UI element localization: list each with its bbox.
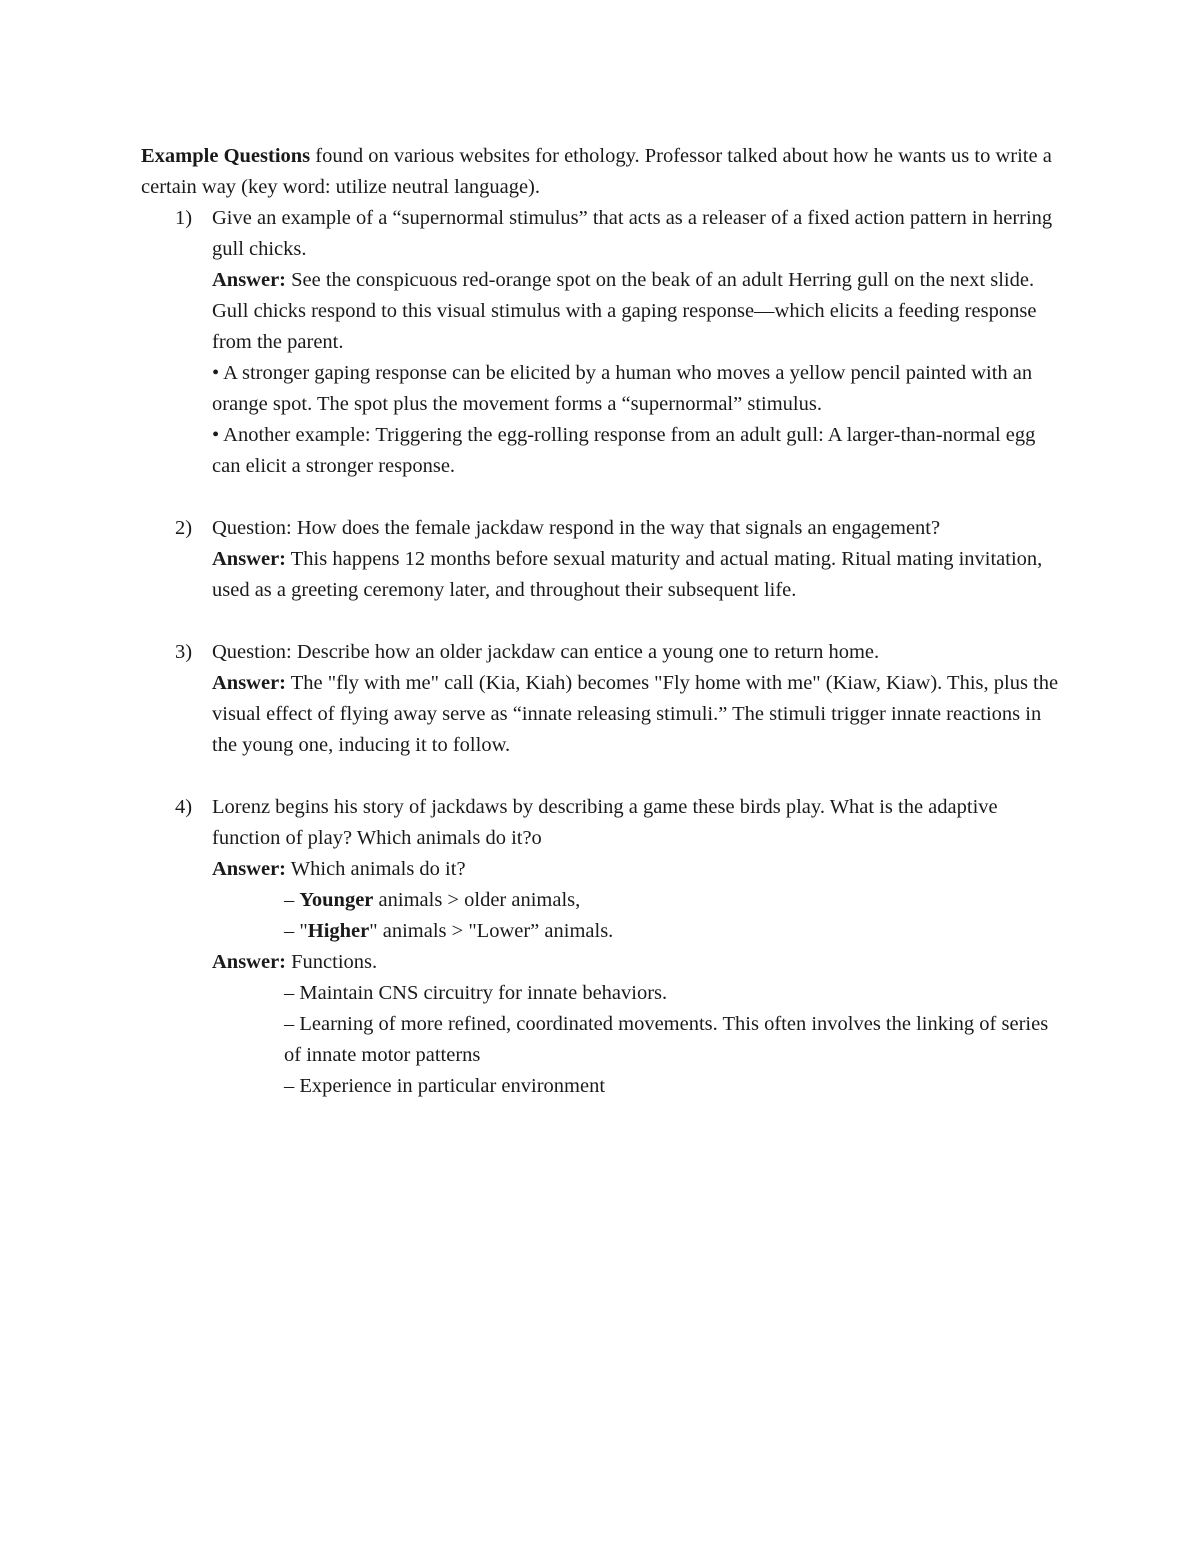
emphasis: Younger <box>299 889 374 911</box>
answer-paragraph <box>212 854 1061 885</box>
question-number: 2) <box>175 517 193 539</box>
subitem-text: animals > older animals, <box>373 889 581 911</box>
answer-label: Answer: <box>212 548 287 570</box>
emphasis: Higher <box>307 920 370 942</box>
answer-text: The "fly with me" call (Kia, Kiah) becomes "Fly home with me" (Kiaw, Kiaw). This, plus the visual effect of flying away serve as “innate releasing stimuli.” The stimuli trigger innate reactions in the young one, inducing it to follow. <box>212 672 1059 756</box>
question-text: Lorenz begins his story of jackdaws by describing a game these birds play. What is the adaptive function of play? Which animals do it?o <box>212 796 998 849</box>
question-list <box>141 203 1061 1102</box>
answer-paragraph <box>212 265 1061 358</box>
answer-subitem <box>212 916 1061 947</box>
answer-label: Answer: <box>212 951 287 973</box>
question-number: 4) <box>175 796 193 818</box>
dash-prefix: – " <box>284 920 308 942</box>
answer-bullet: • Another example: Triggering the egg-rolling response from an adult gull: A larger-than-normal egg can elicit a stronger response. <box>212 424 1036 477</box>
answer-bullet: • A stronger gaping response can be elicited by a human who moves a yellow pencil painted with an orange spot. The spot plus the movement forms a “supernormal” stimulus. <box>212 362 1033 415</box>
question-item-2 <box>141 513 1061 606</box>
subitem-text: " animals > "Lower” animals. <box>369 920 614 942</box>
intro-text: found on various websites for ethology. Professor talked about how he wants us to write a certain way (key word: utilize neutral language). <box>141 145 1052 198</box>
answer-text: Functions. <box>286 951 378 973</box>
dash-prefix: – <box>284 889 300 911</box>
answer-subitem: – Experience in particular environment <box>284 1075 606 1097</box>
question-number: 1) <box>175 207 193 229</box>
question-item-3 <box>141 637 1061 761</box>
answer-subitem: – Learning of more refined, coordinated movements. This often involves the linking of series of innate motor patterns <box>284 1013 1049 1066</box>
answer-subitem <box>212 885 1061 916</box>
question-item-4 <box>141 792 1061 1102</box>
answer-paragraph <box>212 668 1061 761</box>
question-text: Give an example of a “supernormal stimulus” that acts as a releaser of a fixed action pattern in herring gull chicks. <box>212 207 1053 260</box>
answer-text: See the conspicuous red-orange spot on the beak of an adult Herring gull on the next slide. Gull chicks respond to this visual stimulus with a gaping response—which elicits a feeding response from the parent. <box>212 269 1037 353</box>
question-item-1 <box>141 203 1061 482</box>
answer-text: Which animals do it? <box>286 858 466 880</box>
answer-text: This happens 12 months before sexual maturity and actual mating. Ritual mating invitation, used as a greeting ceremony later, and throughout their subsequent life. <box>212 548 1043 601</box>
answer-paragraph <box>212 544 1061 606</box>
intro-paragraph <box>141 141 1061 203</box>
question-number: 3) <box>175 641 193 663</box>
answer-label: Answer: <box>212 269 287 291</box>
answer-label: Answer: <box>212 672 287 694</box>
question-text: Question: Describe how an older jackdaw can entice a young one to return home. <box>212 641 880 663</box>
answer-subitem: – Maintain CNS circuitry for innate behaviors. <box>284 982 668 1004</box>
answer-label: Answer: <box>212 858 287 880</box>
answer-paragraph <box>212 947 1061 978</box>
intro-bold: Example Questions <box>141 145 311 167</box>
question-text: Question: How does the female jackdaw respond in the way that signals an engagement? <box>212 517 941 539</box>
document-page <box>141 141 1061 1102</box>
